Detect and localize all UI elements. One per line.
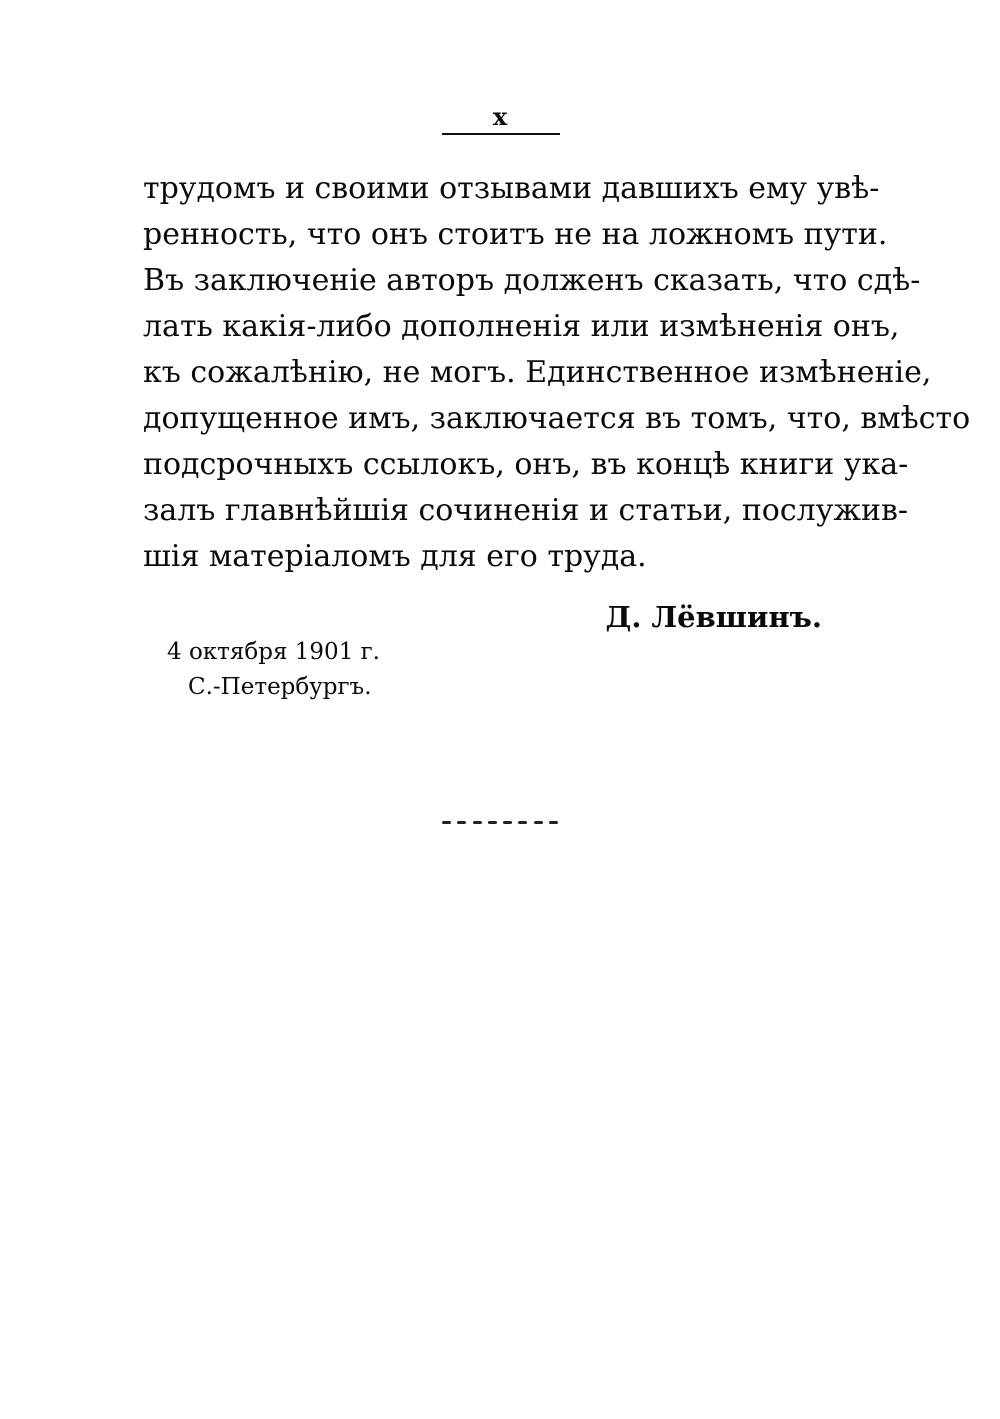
ornament-dash	[488, 821, 497, 824]
page-number: x	[492, 102, 508, 131]
body-text	[143, 166, 971, 580]
text-line: подсрочныхъ ссылокъ, онъ, въ концѣ книги ука-	[143, 447, 909, 482]
ornament-dash	[442, 821, 451, 824]
text-line: лать какія-либо дополненія или измѣненія онъ,	[143, 309, 900, 344]
date-line: 4 октября 1901 г.	[167, 639, 380, 665]
text-line: Въ заключеніе авторъ долженъ сказать, что сдѣ-	[143, 263, 921, 298]
ornament-dash	[503, 821, 512, 824]
header-rule	[442, 133, 560, 135]
ornament-dash	[549, 821, 558, 824]
ornament-dash	[473, 821, 482, 824]
text-line: шія матеріаломъ для его труда.	[143, 539, 647, 574]
ornament-dash	[457, 821, 466, 824]
author-signature: Д. Лёвшинъ.	[605, 600, 822, 634]
place-line: С.-Петербургъ.	[188, 674, 372, 700]
ornament-dash	[534, 821, 543, 824]
text-line: залъ главнѣйшія сочиненія и статьи, послужив-	[143, 493, 908, 528]
text-line: трудомъ и своими отзывами давшихъ ему увѣ-	[143, 171, 880, 206]
ornament-dash	[518, 821, 527, 824]
text-line: къ сожалѣнію, не могъ. Единственное измѣненіе,	[143, 355, 932, 390]
end-ornament	[442, 817, 558, 827]
text-line: ренность, что онъ стоитъ не на ложномъ пути.	[143, 217, 888, 252]
text-line: допущенное имъ, заключается въ томъ, что, вмѣсто	[143, 401, 971, 436]
